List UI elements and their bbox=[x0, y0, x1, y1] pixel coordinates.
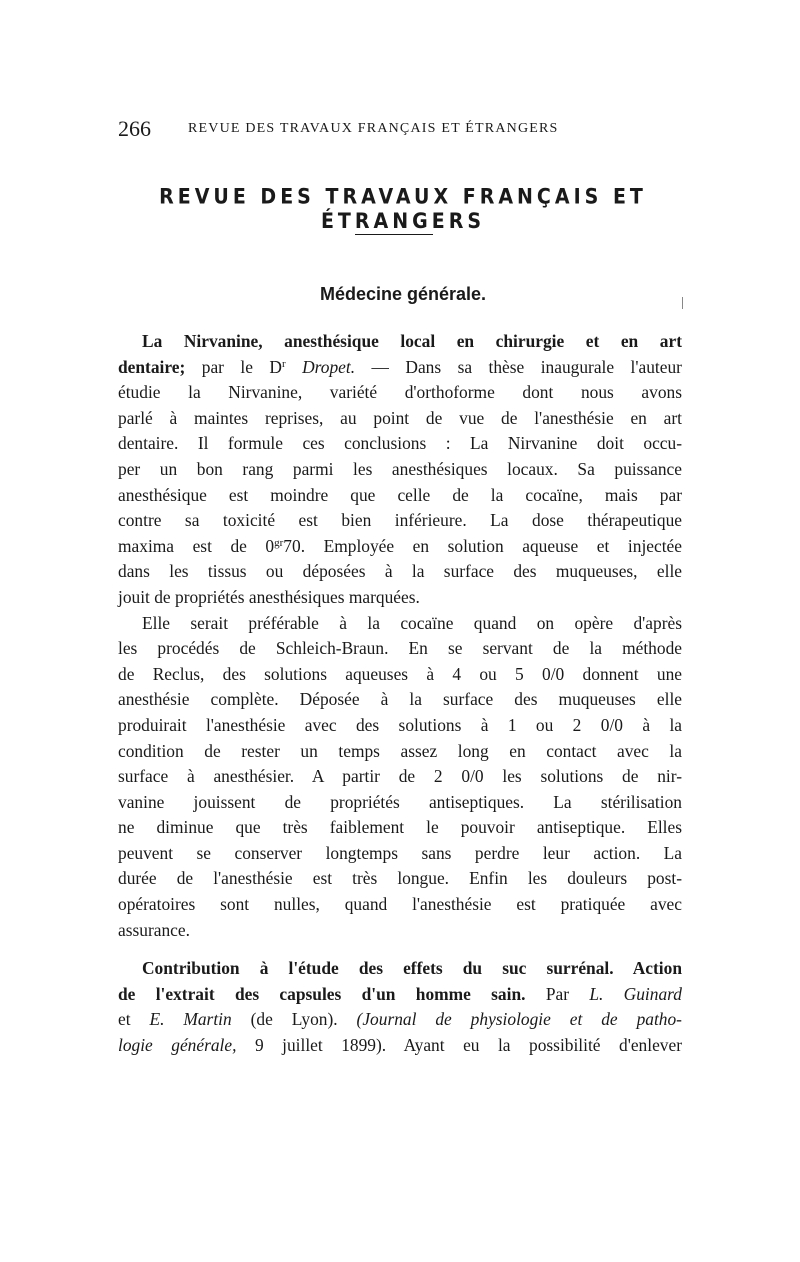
text-line: condition de rester un temps assez long en contact avec la bbox=[118, 740, 682, 761]
text-run: Par bbox=[545, 983, 569, 1004]
article-heading-line bbox=[118, 329, 682, 355]
byline-superscript: r bbox=[281, 357, 286, 370]
text-line: ne diminue que très faiblement le pouvoir antiseptique. Elles bbox=[118, 817, 682, 838]
text-line: de Reclus, des solutions aqueuses à 4 ou 5 0/0 donnent une bbox=[118, 663, 682, 684]
text-line: anesthésie complète. Déposée à la surface des muqueuses elle bbox=[118, 689, 682, 710]
text-run: 9 juillet 1899). Ayant eu la possibilité d'enlever bbox=[254, 1034, 683, 1055]
text-line: dans les tissus ou déposées à la surface des muqueuses, elle bbox=[118, 561, 682, 582]
page-number: 266 bbox=[118, 116, 151, 141]
journal-title: logie générale, bbox=[118, 1034, 237, 1055]
text-line: parlé à maintes reprises, au point de vue de l'anesthésie en art bbox=[118, 407, 682, 428]
affiliation: (de Lyon). bbox=[250, 1009, 338, 1030]
article-byline-line bbox=[118, 982, 682, 1008]
article-heading: La Nirvanine, anesthésique local en chirurgie et en art bbox=[142, 331, 682, 351]
text-line: durée de l'anesthésie est très longue. Enfin les douleurs post- bbox=[118, 868, 682, 889]
running-title: REVUE DES TRAVAUX FRANÇAIS ET ÉTRANGERS bbox=[188, 121, 559, 136]
author-name: E. Martin bbox=[149, 1009, 232, 1030]
text-line: surface à anesthésier. A partir de 2 0/0 les solutions de nir- bbox=[118, 766, 682, 787]
citation-line bbox=[118, 1033, 682, 1059]
text-line: les procédés de Schleich-Braun. En se servant de la méthode bbox=[118, 638, 682, 659]
text-run: maxima est de 0 bbox=[118, 535, 275, 556]
title-rule bbox=[355, 234, 433, 235]
text-line: contre sa toxicité est bien inférieure. La dose thérapeutique bbox=[118, 510, 682, 531]
citation-line bbox=[118, 1007, 682, 1033]
dose-line bbox=[118, 534, 682, 560]
text-line: dentaire. Il formule ces conclusions : La Nirvanine doit occu- bbox=[118, 433, 682, 454]
text-line: produirait l'anesthésie avec des solutions à 1 ou 2 0/0 à la bbox=[118, 714, 682, 735]
text-run: 70. Employée en solution aqueuse et injectée bbox=[283, 535, 682, 556]
running-head bbox=[118, 116, 688, 146]
text-line: per un bon rang parmi les anesthésiques locaux. Sa puissance bbox=[118, 458, 682, 479]
text-line: peuvent se conserver longtemps sans perdre leur action. La bbox=[118, 842, 682, 863]
text-line: Elle serait préférable à la cocaïne quand on opère d'après bbox=[142, 612, 682, 633]
article-suc-surrenal bbox=[118, 956, 682, 1058]
article-nirvanine bbox=[118, 329, 682, 943]
article-byline-line bbox=[118, 355, 682, 381]
author-name: L. Guinard bbox=[589, 983, 682, 1004]
article-heading-line bbox=[118, 956, 682, 982]
text-line: étudie la Nirvanine, variété d'orthoforme dont nous avons bbox=[118, 382, 682, 403]
byline-prefix: par le D bbox=[201, 356, 282, 377]
dose-superscript: gr bbox=[274, 536, 284, 549]
margin-mark bbox=[682, 297, 683, 309]
article-heading: de l'extrait des capsules d'un homme sain. bbox=[118, 983, 526, 1004]
section-title: Médecine générale. bbox=[319, 284, 487, 304]
journal-title: (Journal de physiologie et de patho- bbox=[356, 1009, 682, 1030]
text-run: et bbox=[118, 1009, 131, 1030]
article-heading: dentaire; bbox=[118, 356, 186, 377]
text-line: jouit de propriétés anesthésiques marquées. bbox=[118, 586, 420, 607]
text-line: assurance. bbox=[118, 919, 190, 940]
main-title: REVUE DES TRAVAUX FRANÇAIS ET ÉTRANGERS bbox=[159, 184, 647, 234]
author-name: Dropet. bbox=[302, 356, 356, 377]
text-run: — Dans sa thèse inaugurale l'auteur bbox=[371, 356, 682, 377]
text-line: opératoires sont nulles, quand l'anesthésie est pratiquée avec bbox=[118, 894, 682, 915]
text-line: vanine jouissent de propriétés antiseptiques. La stérilisation bbox=[118, 791, 682, 812]
article-heading: Contribution à l'étude des effets du suc surrénal. Action bbox=[142, 958, 682, 978]
text-line: anesthésique est moindre que celle de la cocaïne, mais par bbox=[118, 484, 682, 505]
